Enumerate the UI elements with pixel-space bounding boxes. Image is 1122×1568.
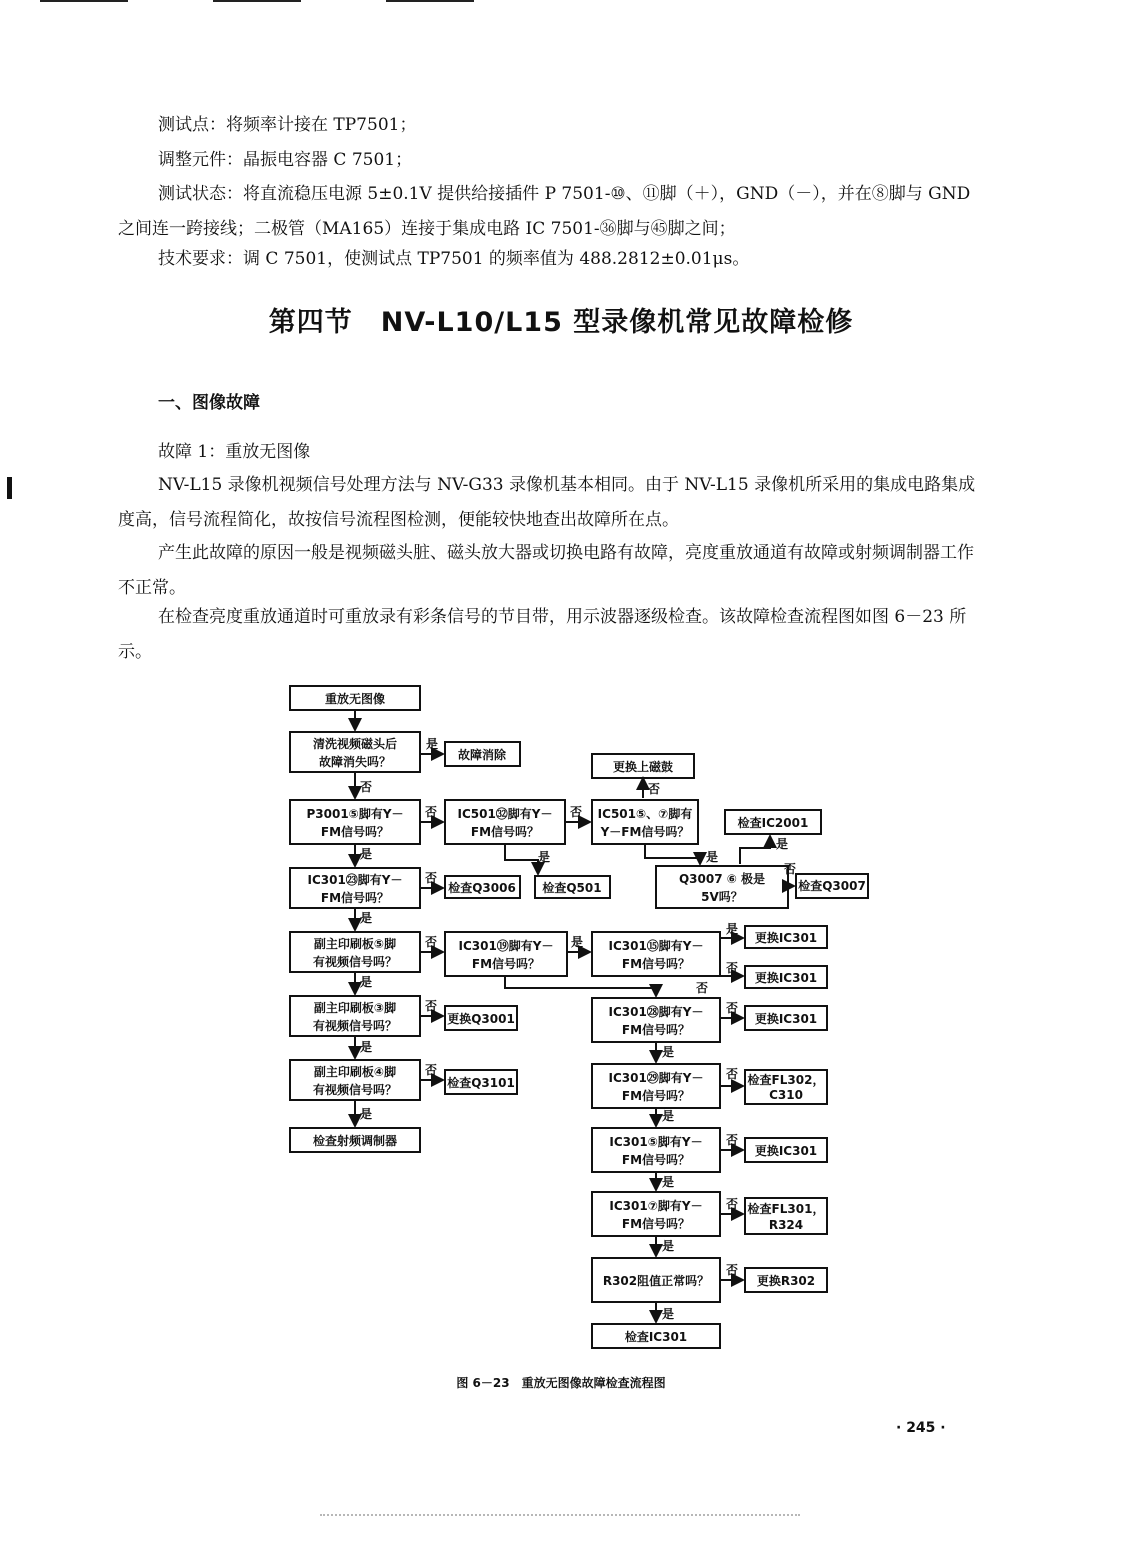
node-replace-drum: 更换上磁鼓 bbox=[612, 760, 674, 774]
body-paragraph-3: 在检查亮度重放通道时可重放录有彩条信号的节目带，用示波器逐级检查。该故障检查流程图如图 6－23 所示。 bbox=[118, 607, 967, 662]
node-ic301-7-1: IC301⑦脚有Y－ bbox=[609, 1199, 703, 1213]
node-sub3-1: 副主印刷板③脚 bbox=[313, 1001, 397, 1015]
scan-rule-2 bbox=[213, 0, 301, 2]
node-ic301-23-1: IC301㉓脚有Y－ bbox=[307, 873, 403, 887]
label-no: 否 bbox=[360, 780, 373, 794]
node-sub5-2: 有视频信号吗？ bbox=[312, 955, 398, 969]
label-yes: 是 bbox=[662, 1239, 675, 1253]
node-fault-cleared: 故障消除 bbox=[457, 748, 507, 762]
label-yes: 是 bbox=[426, 737, 439, 751]
node-ic301-23-2: FM信号吗？ bbox=[320, 891, 390, 905]
label-no: 否 bbox=[696, 981, 709, 995]
node-check-ic301: 检查IC301 bbox=[624, 1330, 688, 1344]
label-yes: 是 bbox=[360, 1040, 373, 1054]
label-no: 否 bbox=[425, 871, 438, 885]
node-start: 重放无图像 bbox=[324, 692, 386, 706]
node-ic301-28-1: IC301㉘脚有Y－ bbox=[608, 1005, 704, 1019]
node-r302: R302阻值正常吗？ bbox=[602, 1274, 710, 1288]
label-no: 否 bbox=[726, 961, 739, 975]
label-no: 否 bbox=[726, 1263, 739, 1277]
node-ic301-5-1: IC301⑤脚有Y－ bbox=[609, 1135, 703, 1149]
node-p3001-2: FM信号吗？ bbox=[320, 825, 390, 839]
node-ic301-29-2: FM信号吗？ bbox=[621, 1089, 691, 1103]
scan-rule-3 bbox=[386, 0, 474, 2]
node-ic301-29-1: IC301㉙脚有Y－ bbox=[608, 1071, 704, 1085]
test-state-paragraph: 测试状态：将直流稳压电源 5±0.1V 提供给接插件 P 7501-⑩、⑪脚（＋），GND（－），并在⑧脚与 GND 之间连一跨接线；二极管（MA165）连接于集成电路 IC 7501-㊱脚与㊺脚之间； bbox=[118, 184, 971, 239]
node-replace-ic301-d: 更换IC301 bbox=[754, 1144, 818, 1158]
test-point-line: 测试点：将频率计接在 TP7501； bbox=[158, 115, 417, 135]
node-sub4-1: 副主印刷板④脚 bbox=[313, 1065, 397, 1079]
scan-noise-dots bbox=[320, 1514, 800, 1520]
label-yes: 是 bbox=[360, 1107, 373, 1121]
figure-caption: 图 6－23 重放无图像故障检查流程图 bbox=[456, 1376, 666, 1390]
node-ic301-19-2: FM信号吗？ bbox=[471, 957, 541, 971]
node-replace-ic301-c: 更换IC301 bbox=[754, 1012, 818, 1026]
node-ic301-7-2: FM信号吗？ bbox=[621, 1217, 691, 1231]
node-replace-r302: 更换R302 bbox=[756, 1274, 816, 1288]
label-no: 否 bbox=[784, 862, 797, 876]
node-clean-2: 故障消失吗？ bbox=[318, 755, 392, 769]
node-ic301-5-2: FM信号吗？ bbox=[621, 1153, 691, 1167]
label-yes: 是 bbox=[662, 1109, 675, 1123]
adjust-element-line: 调整元件：晶振电容器 C 7501； bbox=[158, 150, 413, 170]
node-q3007-2: 5V吗？ bbox=[701, 890, 743, 904]
label-yes: 是 bbox=[360, 911, 373, 925]
label-yes: 是 bbox=[662, 1045, 675, 1059]
body-paragraph-2: 产生此故障的原因一般是视频磁头脏、磁头放大器或切换电路有故障，亮度重放通道有故障或射频调制器工作不正常。 bbox=[118, 543, 974, 598]
label-no: 否 bbox=[570, 805, 583, 819]
node-p3001-1: P3001⑤脚有Y－ bbox=[306, 807, 404, 821]
node-replace-ic301-a: 更换IC301 bbox=[754, 931, 818, 945]
node-check-fl302-1: 检查FL302， bbox=[747, 1073, 825, 1087]
node-sub5-1: 副主印刷板⑤脚 bbox=[313, 937, 397, 951]
label-yes: 是 bbox=[726, 922, 739, 936]
arrow-10 bbox=[645, 844, 700, 864]
node-ic501-32-2: FM信号吗？ bbox=[470, 825, 540, 839]
node-sub4-2: 有视频信号吗？ bbox=[312, 1083, 398, 1097]
label-yes: 是 bbox=[706, 850, 719, 864]
node-replace-q3001: 更换Q3001 bbox=[447, 1012, 515, 1026]
label-yes: 是 bbox=[360, 847, 373, 861]
label-no: 否 bbox=[648, 782, 661, 796]
node-ic301-15-1: IC301⑮脚有Y－ bbox=[608, 939, 704, 953]
node-q3007-1: Q3007 ⑥ 极是 bbox=[678, 872, 766, 886]
label-no: 否 bbox=[425, 935, 438, 949]
label-yes: 是 bbox=[571, 935, 584, 949]
body-paragraph-1: NV-L15 录像机视频信号处理方法与 NV-G33 录像机基本相同。由于 NV-L15 录像机所采用的集成电路集成度高，信号流程简化，故按信号流程图检测，便能较快地查出故障所在点。 bbox=[118, 475, 976, 530]
node-ic301-15-2: FM信号吗？ bbox=[621, 957, 691, 971]
label-no: 否 bbox=[726, 1133, 739, 1147]
node-check-q501: 检查Q501 bbox=[542, 881, 602, 895]
label-yes: 是 bbox=[538, 850, 551, 864]
label-no: 否 bbox=[425, 1063, 438, 1077]
node-check-fl301-2: R324 bbox=[768, 1218, 804, 1232]
label-yes: 是 bbox=[662, 1307, 675, 1321]
node-check-q3007: 检查Q3007 bbox=[798, 879, 866, 893]
label-no: 否 bbox=[425, 999, 438, 1013]
node-check-fl301-1: 检查FL301， bbox=[747, 1202, 825, 1216]
node-clean-1: 清洗视频磁头后 bbox=[312, 737, 398, 751]
tech-requirement-line: 技术要求：调 C 7501，使测试点 TP7501 的频率值为 488.2812±0.01μs。 bbox=[158, 249, 750, 269]
node-ic501-57-1: IC501⑤、⑦脚有 bbox=[597, 807, 693, 821]
label-yes: 是 bbox=[662, 1175, 675, 1189]
label-no: 否 bbox=[425, 805, 438, 819]
fault-flowchart bbox=[280, 678, 880, 1363]
node-check-ic2001: 检查IC2001 bbox=[737, 816, 809, 830]
fault-label: 故障 1：重放无图像 bbox=[158, 442, 311, 462]
node-sub3-2: 有视频信号吗？ bbox=[312, 1019, 398, 1033]
margin-mark bbox=[7, 477, 12, 499]
arrow-18 bbox=[505, 976, 656, 996]
label-yes: 是 bbox=[776, 837, 789, 851]
node-check-fl302-2: C310 bbox=[769, 1088, 803, 1102]
node-ic501-57-2: Y－FM信号吗？ bbox=[600, 825, 690, 839]
label-no: 否 bbox=[726, 1001, 739, 1015]
node-ic501-32-1: IC501㉜脚有Y－ bbox=[457, 807, 553, 821]
node-replace-ic301-b: 更换IC301 bbox=[754, 971, 818, 985]
section-title: 第四节 NV-L10/L15 型录像机常见故障检修 bbox=[268, 307, 854, 338]
label-no: 否 bbox=[726, 1197, 739, 1211]
node-ic301-28-2: FM信号吗？ bbox=[621, 1023, 691, 1037]
label-yes: 是 bbox=[360, 975, 373, 989]
node-check-q3101: 检查Q3101 bbox=[447, 1076, 515, 1090]
node-rf-modulator: 检查射频调制器 bbox=[312, 1134, 398, 1148]
node-ic301-19-1: IC301⑲脚有Y－ bbox=[458, 939, 554, 953]
scan-rule-1 bbox=[40, 0, 128, 2]
node-check-q3006: 检查Q3006 bbox=[448, 881, 516, 895]
page-number: · 245 · bbox=[896, 1420, 946, 1436]
label-no: 否 bbox=[726, 1067, 739, 1081]
arrow-11 bbox=[740, 836, 770, 864]
subheading: 一、图像故障 bbox=[158, 393, 260, 413]
arrow-9 bbox=[505, 844, 538, 874]
